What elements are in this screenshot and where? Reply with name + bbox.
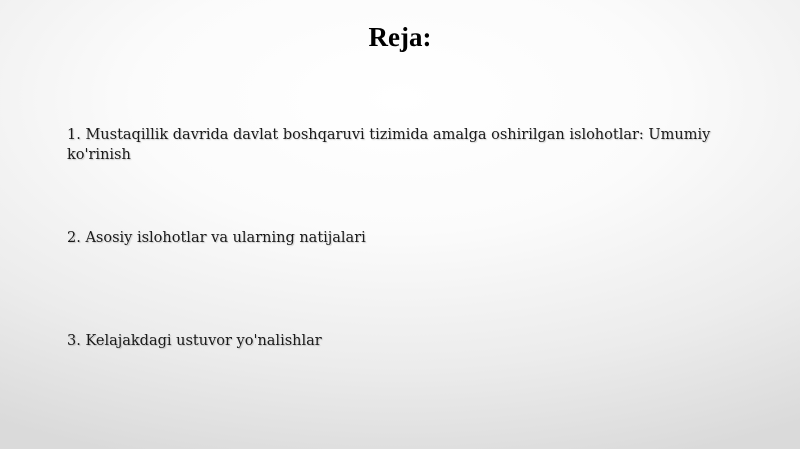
plan-item-1: 1. Mustaqillik davrida davlat boshqaruvi tizimida amalga oshirilgan islohotlar: Umumiy ko'rinish bbox=[67, 127, 711, 163]
slide-title: Reja: bbox=[368, 22, 432, 52]
plan-item-3: 3. Kelajakdagi ustuvor yo'nalishlar bbox=[67, 333, 322, 349]
plan-item-2: 2. Asosiy islohotlar va ularning natijalari bbox=[67, 230, 366, 246]
